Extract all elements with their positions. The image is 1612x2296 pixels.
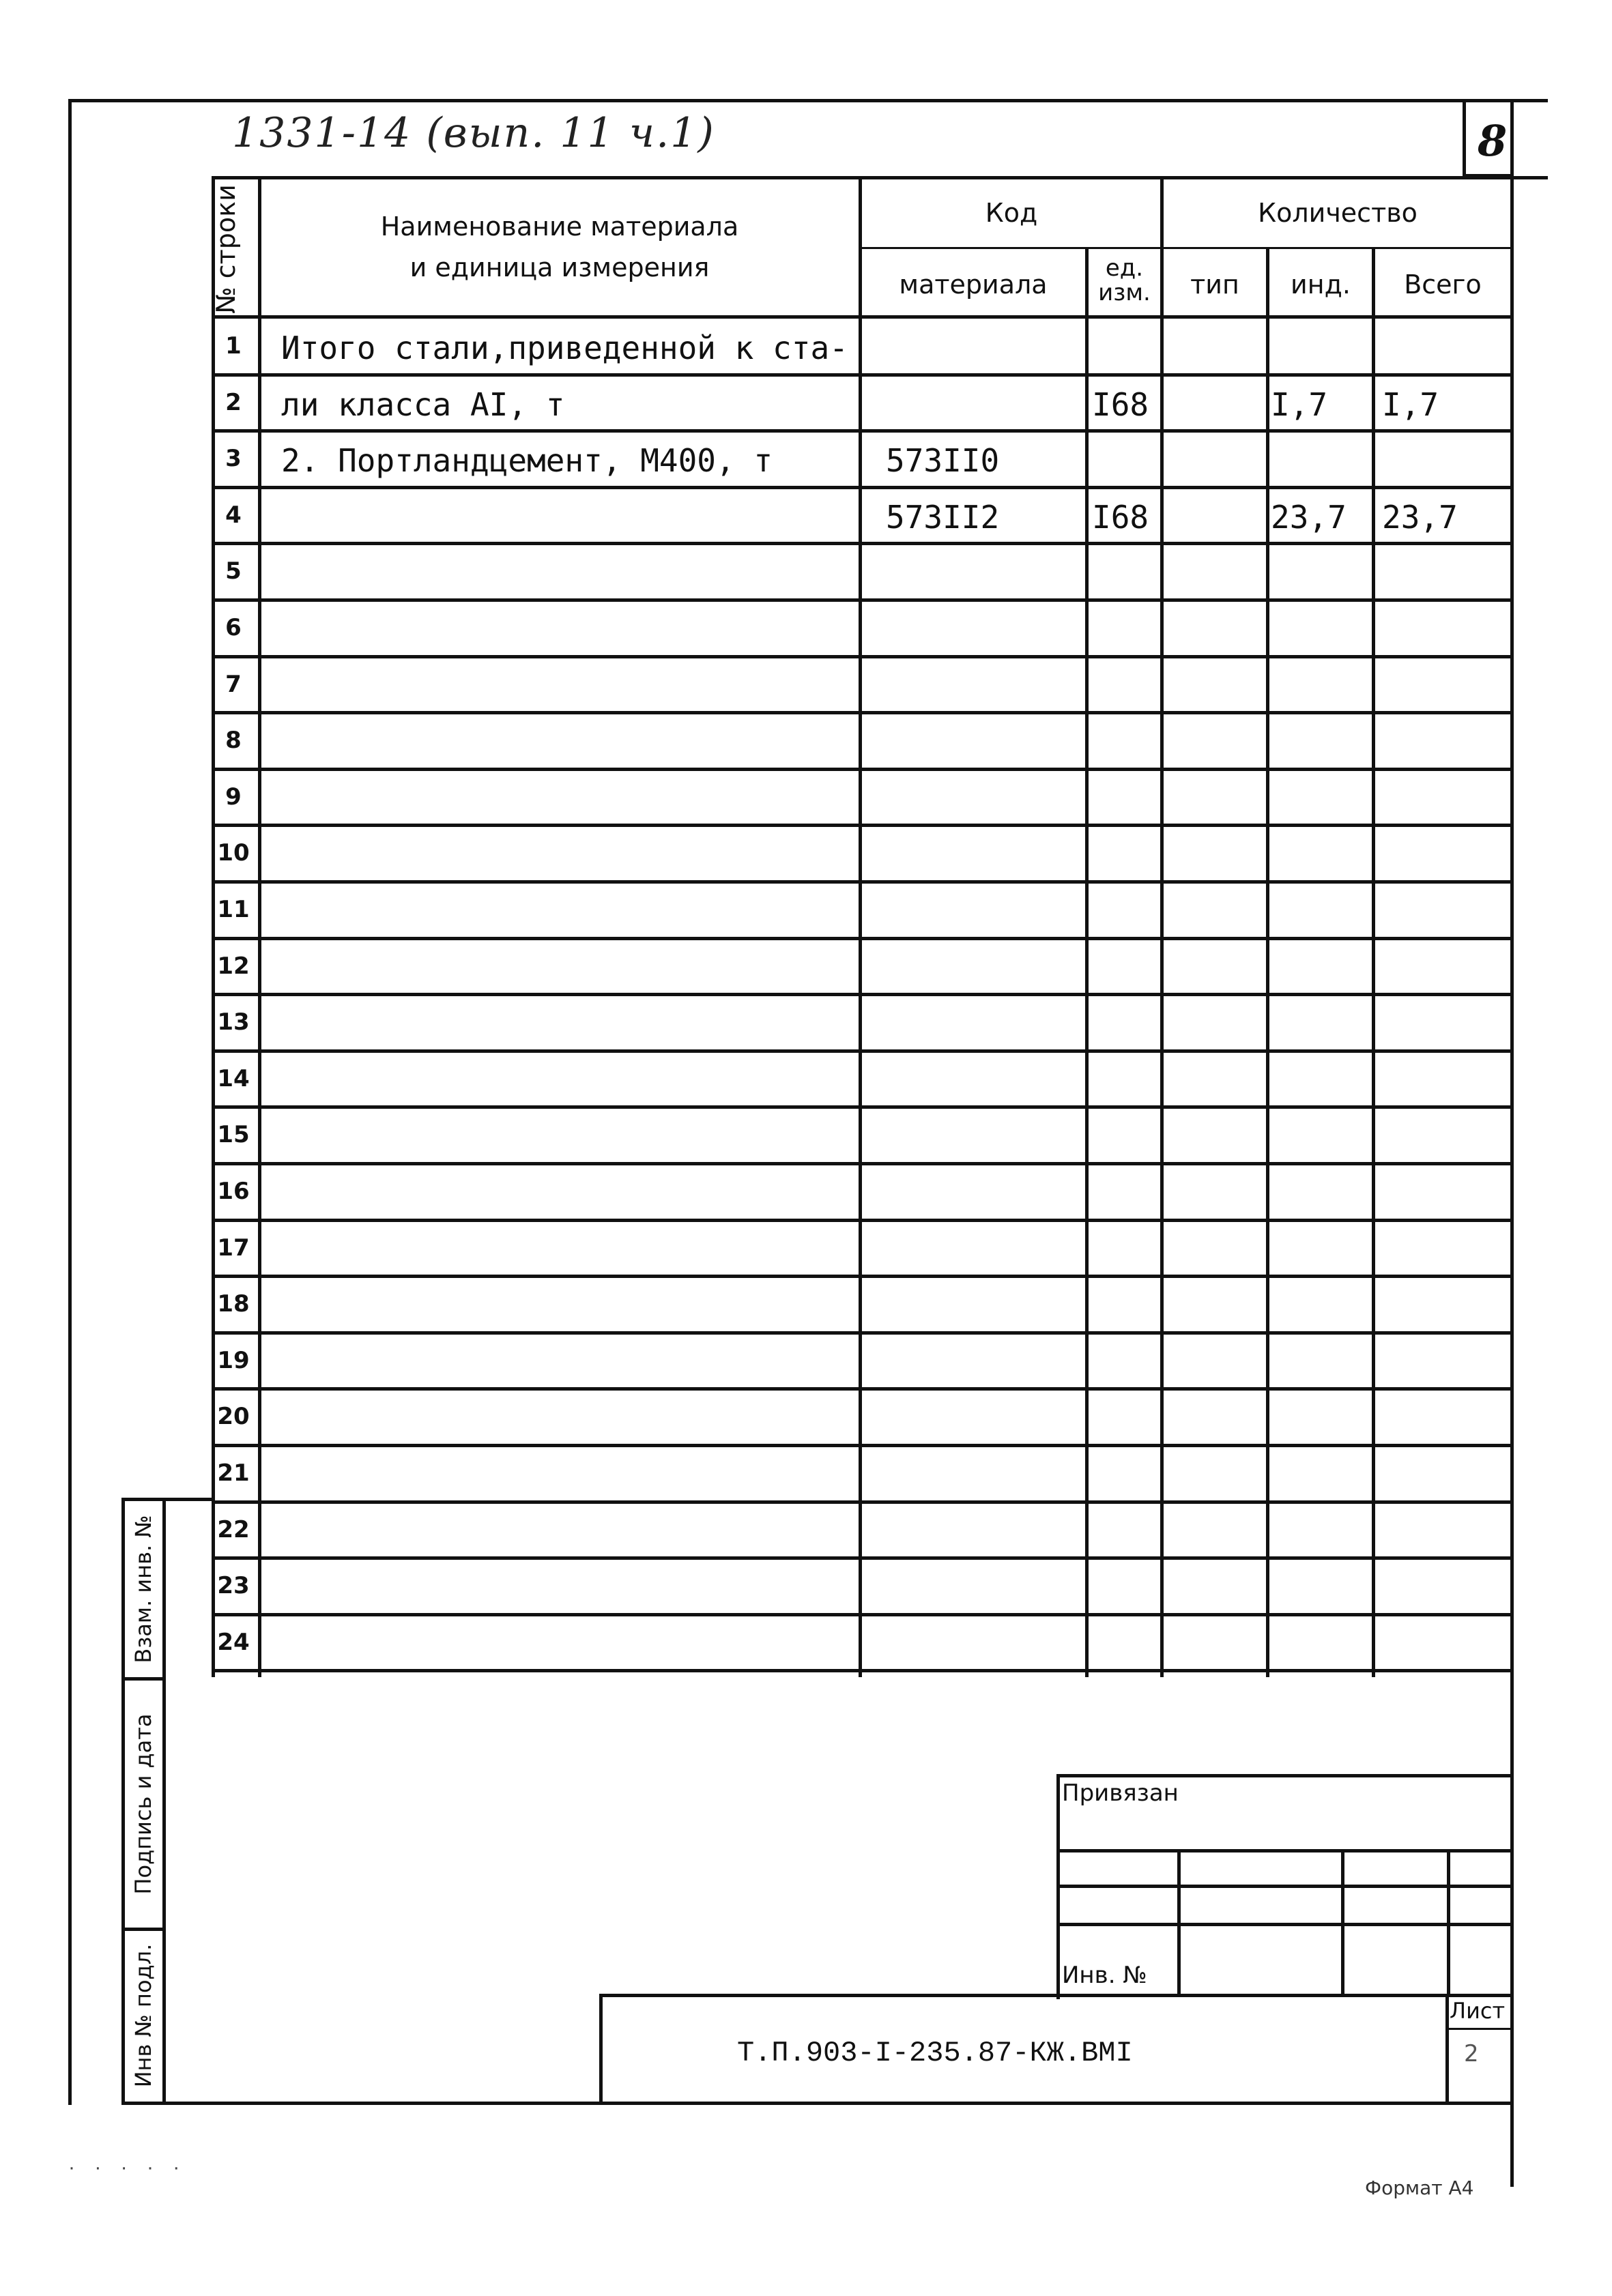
header-split-line <box>859 247 1512 249</box>
row-divider <box>212 655 1514 658</box>
row-number: 23 <box>217 1572 250 1600</box>
row-number: 10 <box>217 839 250 867</box>
cell-name: 2. Портландцемент, М400, т <box>281 442 773 480</box>
designation-block-left <box>599 1994 603 2105</box>
row-divider <box>212 542 1514 545</box>
row-number: 17 <box>217 1234 250 1262</box>
side-label-podpis: Подпись и дата <box>130 1713 156 1895</box>
row-number: 3 <box>225 445 242 473</box>
row-divider <box>212 1387 1514 1391</box>
frame-left-border <box>68 99 72 2105</box>
row-divider <box>212 1049 1514 1053</box>
cell-code: 573II0 <box>886 442 1000 480</box>
cell-total: 23,7 <box>1382 498 1458 536</box>
frame-top-border <box>68 99 1548 102</box>
header-name-line2: и единица измерения <box>409 252 710 282</box>
table-type-divider <box>1266 249 1269 1677</box>
sheet-number: 8 <box>1478 116 1508 166</box>
row-number: 5 <box>225 557 242 585</box>
header-unit: ед. изм. <box>1098 255 1151 306</box>
row-divider <box>212 1556 1514 1560</box>
title-block-line2 <box>1056 1885 1514 1888</box>
cell-total: I,7 <box>1382 386 1439 423</box>
header-quantity: Количество <box>1258 198 1417 228</box>
cell-name: ли класса AI, т <box>281 386 565 423</box>
table-right-border <box>1510 176 1514 1677</box>
row-divider <box>212 1105 1514 1109</box>
row-number: 13 <box>217 1008 250 1036</box>
title-block-line3 <box>1056 1923 1514 1926</box>
row-divider <box>212 937 1514 940</box>
row-divider <box>212 1331 1514 1335</box>
row-divider <box>212 1275 1514 1278</box>
row-divider <box>212 1444 1514 1447</box>
header-code: Код <box>985 198 1038 228</box>
row-divider <box>212 486 1514 489</box>
row-number: 22 <box>217 1515 250 1543</box>
row-divider <box>212 1500 1514 1504</box>
row-number: 21 <box>217 1459 250 1487</box>
row-number: 12 <box>217 952 250 980</box>
header-material-code: материала <box>899 270 1048 300</box>
table-unit-divider <box>1160 176 1164 1677</box>
header-name-line1: Наименование материала <box>380 212 739 242</box>
row-divider <box>212 768 1514 771</box>
side-stamp-left <box>121 1498 125 2105</box>
label-list: Лист <box>1450 1998 1506 2024</box>
row-divider <box>212 880 1514 884</box>
title-block-col1 <box>1177 1849 1181 1996</box>
header-row-number: № строки <box>211 184 241 314</box>
row-number: 20 <box>217 1403 250 1431</box>
row-number: 4 <box>225 501 242 529</box>
side-stamp-right <box>162 1498 166 2105</box>
row-divider <box>212 824 1514 827</box>
row-number: 18 <box>217 1290 250 1318</box>
row-number: 9 <box>225 783 242 811</box>
label-inv-no: Инв. № <box>1062 1962 1147 1989</box>
row-divider <box>212 1613 1514 1616</box>
row-number: 14 <box>217 1064 250 1092</box>
header-bottom-line <box>212 315 1514 319</box>
table-top-border <box>212 176 1548 179</box>
cell-ind: 23,7 <box>1271 498 1347 536</box>
document-designation: Т.П.903-I-235.87-КЖ.ВМI <box>737 2037 1133 2069</box>
row-divider <box>212 373 1514 377</box>
cell-ind: I,7 <box>1271 386 1328 423</box>
row-number: 6 <box>225 614 242 641</box>
label-privyazan: Привязан <box>1062 1779 1179 1807</box>
title-block-col3 <box>1447 1849 1450 1996</box>
page-bottom-border <box>162 2102 1514 2105</box>
scan-marks: · · · · · <box>68 2156 187 2179</box>
row-divider <box>212 429 1514 433</box>
row-number: 8 <box>225 727 242 755</box>
format-label: Формат А4 <box>1365 2177 1474 2199</box>
cell-unit: I68 <box>1092 386 1149 423</box>
row-number: 11 <box>217 896 250 923</box>
row-divider <box>212 598 1514 602</box>
header-type: тип <box>1190 270 1239 300</box>
row-divider <box>212 1219 1514 1222</box>
list-cell-divider <box>1445 2028 1514 2030</box>
row-divider <box>212 1162 1514 1165</box>
row-divider <box>212 993 1514 996</box>
handwritten-reference: 1331-14 (вып. 11 ч.1) <box>232 109 715 157</box>
row-number: 1 <box>225 332 242 360</box>
table-name-divider <box>859 176 862 1677</box>
list-number: 2 <box>1464 2040 1479 2067</box>
row-number: 24 <box>217 1628 250 1656</box>
title-block-line1 <box>1056 1849 1514 1852</box>
cell-code: 573II2 <box>886 498 1000 536</box>
table-code-divider <box>1085 249 1089 1677</box>
title-block-col2 <box>1341 1849 1344 1996</box>
title-block-top <box>1056 1774 1514 1777</box>
header-ind: инд. <box>1291 270 1351 300</box>
list-cell-left <box>1445 1994 1449 2105</box>
designation-block-top <box>599 1994 1514 1997</box>
row-number: 2 <box>225 388 242 416</box>
cell-name: Итого стали,приведенной к ста- <box>281 330 848 366</box>
cell-unit: I68 <box>1092 498 1149 536</box>
row-divider <box>212 1669 1514 1672</box>
row-number: 15 <box>217 1121 250 1149</box>
row-number: 16 <box>217 1178 250 1205</box>
row-number: 19 <box>217 1346 250 1374</box>
table-ind-divider <box>1372 249 1375 1677</box>
side-label-vzam: Взам. инв. № <box>130 1515 156 1663</box>
table-rownum-divider <box>258 176 261 1677</box>
side-label-inv-podl: Инв № подл. <box>130 1943 156 2088</box>
header-total: Всего <box>1404 270 1482 300</box>
row-number: 7 <box>225 670 242 698</box>
row-divider <box>212 711 1514 714</box>
